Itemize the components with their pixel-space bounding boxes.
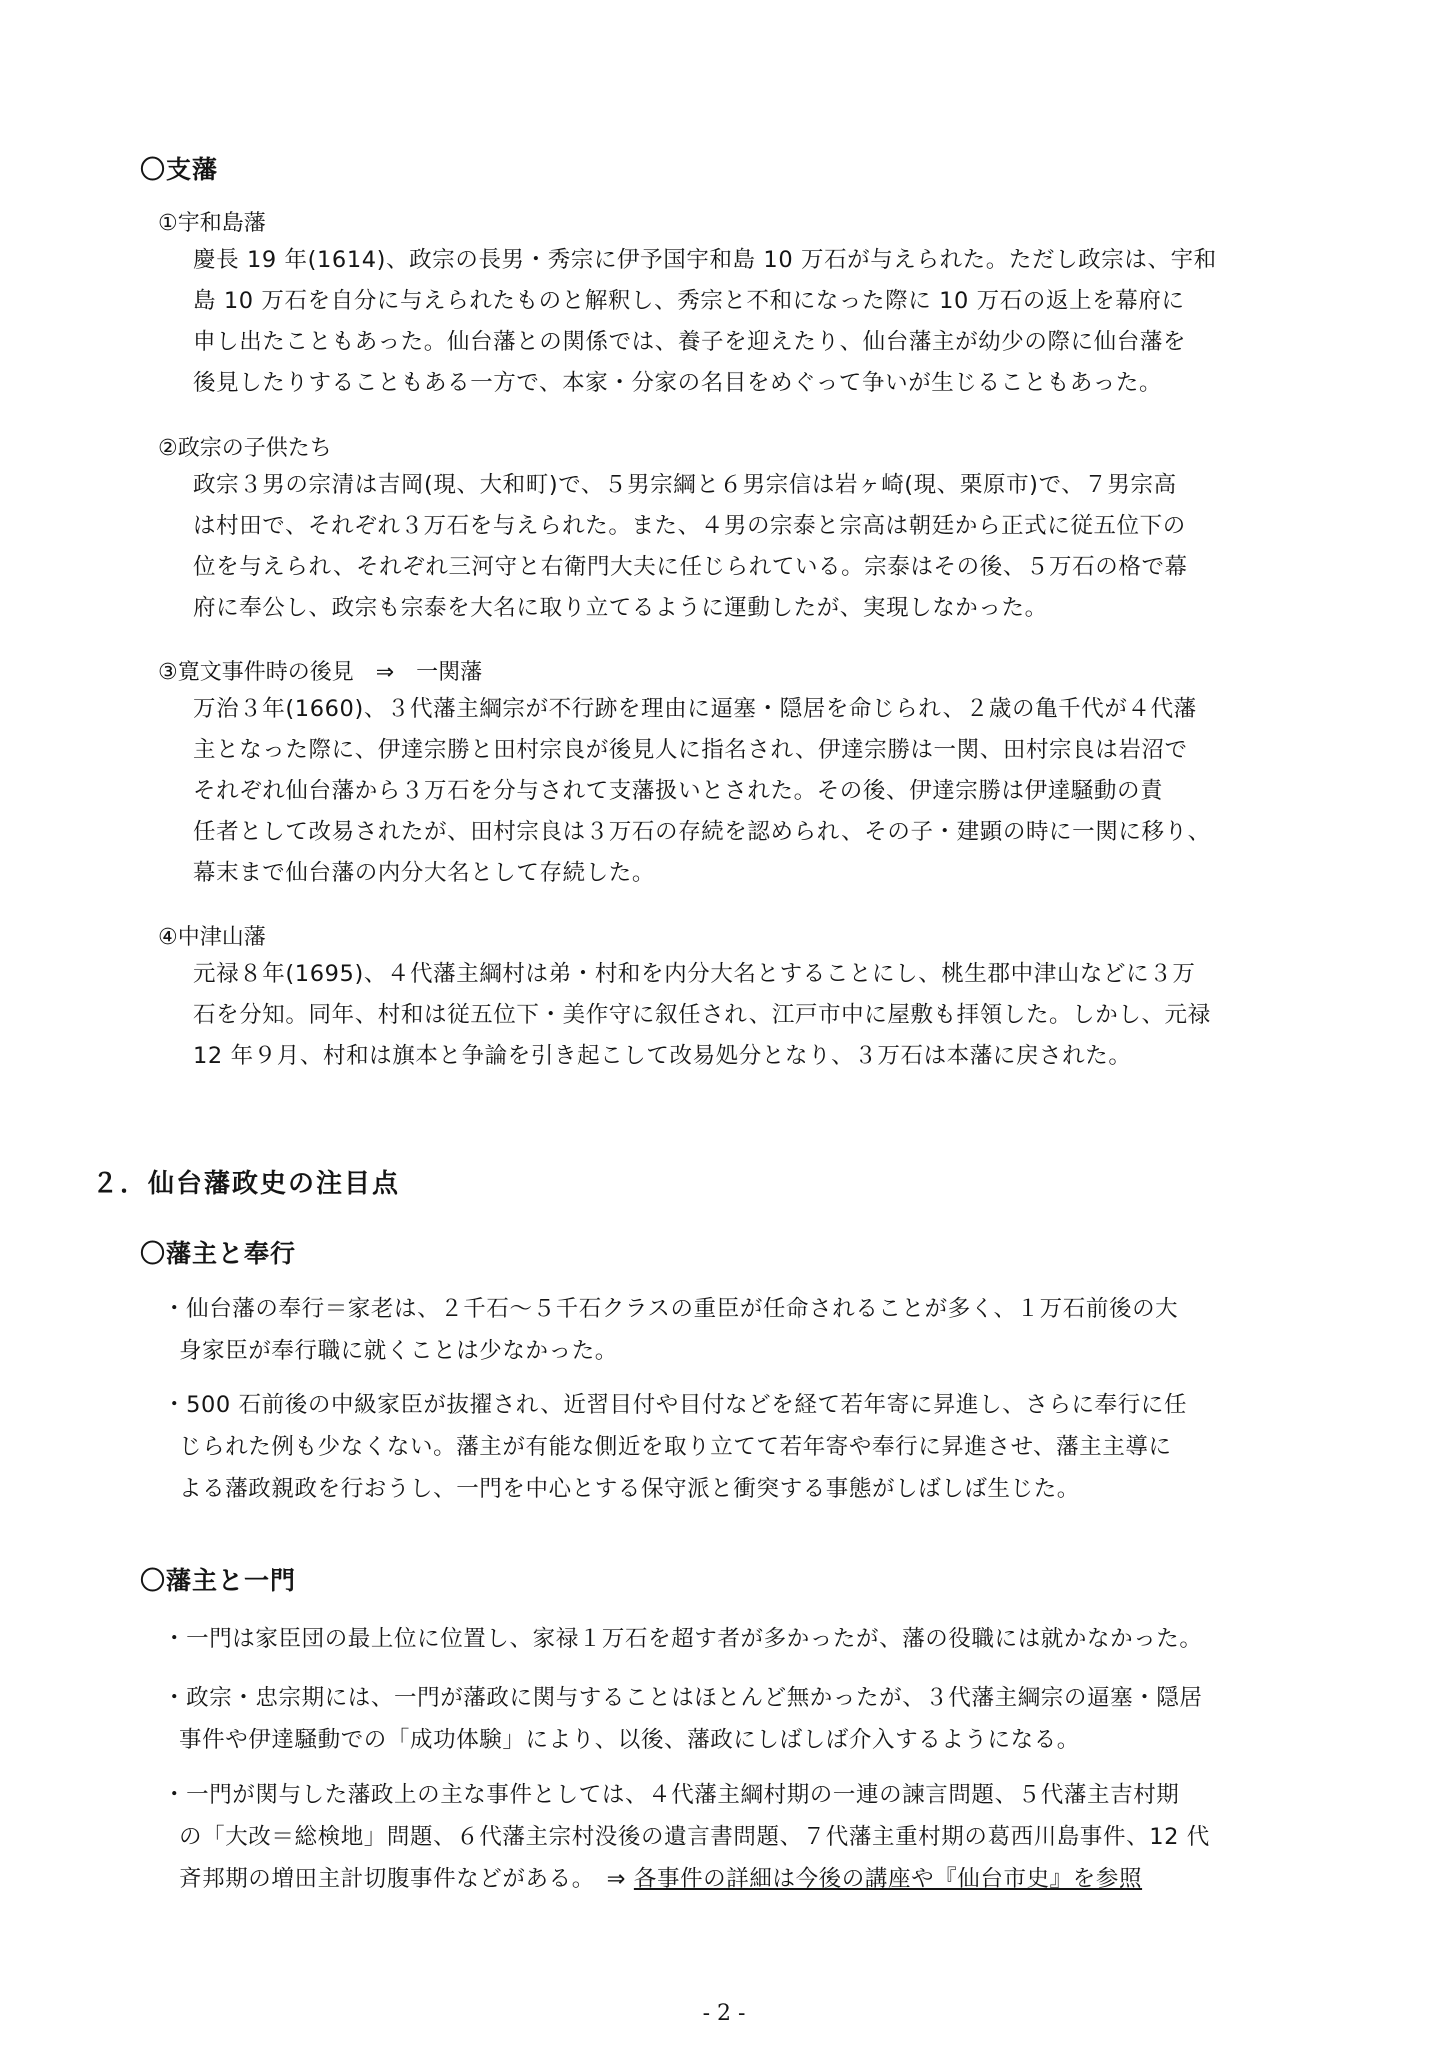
- text-line: 主となった際に、伊達宗勝と田村宗良が後見人に指名され、伊達宗勝は一関、田村宗良は岩沼で: [193, 737, 1188, 763]
- text-line: の「大改＝総検地」問題、６代藩主宗村没後の遺言書問題、７代藩主重村期の葛西川島事件、12 代: [179, 1824, 1210, 1850]
- text-line: 幕末まで仙台藩の内分大名として存続した。: [193, 860, 656, 886]
- text-line: じられた例も少なくない。藩主が有能な側近を取り立てて若年寄や奉行に昇進させ、藩主主導に: [179, 1434, 1172, 1460]
- text-line: 島 10 万石を自分に与えられたものと解釈し、秀宗と不和になった際に 10 万石の返上を幕府に: [193, 288, 1185, 314]
- text-line: ・政宗・忠宗期には、一門が藩政に関与することはほとんど無かったが、３代藩主綱宗の逼塞・隠居: [163, 1685, 1203, 1711]
- text-line: 万治３年(1660)、３代藩主綱宗が不行跡を理由に逼塞・隠居を命じられ、２歳の亀千代が４代藩: [193, 696, 1197, 722]
- text-line: は村田で、それぞれ３万石を与えられた。また、４男の宗泰と宗高は朝廷から正式に従五位下の: [193, 513, 1186, 539]
- text-line: 後見したりすることもある一方で、本家・分家の名目をめぐって争いが生じることもあった。: [193, 370, 1163, 396]
- text-line: 位を与えられ、それぞれ三河守と右衛門大夫に任じられている。宗泰はその後、５万石の格で幕: [193, 554, 1188, 580]
- text-line: 12 年９月、村和は旗本と争論を引き起こして改易処分となり、３万石は本藩に戻された。: [193, 1043, 1132, 1069]
- bullet-item: [163, 1288, 1303, 1372]
- text-line: 申し出たこともあった。仙台藩との関係では、養子を迎えたり、仙台藩主が幼少の際に仙台藩を: [193, 329, 1187, 355]
- subheading-uwajima: ①宇和島藩: [158, 211, 266, 236]
- page-number: - 2 -: [702, 2001, 746, 2026]
- text-line: ・一門が関与した藩政上の主な事件としては、４代藩主綱村期の一連の諫言問題、５代藩主吉村期: [163, 1782, 1180, 1808]
- text-line: 事件や伊達騒動での「成功体験」により、以後、藩政にしばしば介入するようになる。: [179, 1727, 1080, 1753]
- text-line: ・仙台藩の奉行＝家老は、２千石～５千石クラスの重臣が任命されることが多く、１万石前後の大: [163, 1296, 1179, 1322]
- text-line: 任者として改易されたが、田村宗良は３万石の存続を認められ、その子・建顕の時に一関に移り、: [193, 819, 1211, 845]
- section-heading-ichimon: 〇藩主と一門: [140, 1566, 297, 1595]
- section-heading-bugyo: 〇藩主と奉行: [140, 1239, 297, 1268]
- reference-note: 各事件の詳細は今後の講座や『仙台市史』を参照: [633, 1866, 1143, 1892]
- text-line: 石を分知。同年、村和は従五位下・美作守に叙任され、江戸市中に屋敷も拝領した。しかし、元禄: [193, 1002, 1211, 1028]
- subheading-nakatsuyama: ④中津山藩: [158, 925, 266, 950]
- paragraph-uwajima: [193, 240, 1293, 404]
- subheading-children: ②政宗の子供たち: [158, 436, 332, 461]
- bullet-item: [163, 1618, 1303, 1660]
- bullet-item: [163, 1677, 1303, 1761]
- text-line: 政宗３男の宗清は吉岡(現、大和町)で、５男宗綱と６男宗信は岩ヶ崎(現、栗原市)で、７男宗高: [193, 472, 1177, 498]
- paragraph-kanbun: [193, 689, 1293, 894]
- text-line: [163, 1858, 1303, 1900]
- text-line: ・一門は家臣団の最上位に位置し、家禄１万石を超す者が多かったが、藩の役職には就かなかった。: [163, 1626, 1203, 1652]
- text-line: ・500 石前後の中級家臣が抜擢され、近習目付や目付などを経て若年寄に昇進し、さらに奉行に任: [163, 1392, 1188, 1418]
- chapter-heading: ２．仙台藩政史の注目点: [92, 1169, 401, 1199]
- text-line: それぞれ仙台藩から３万石を分与されて支藩扱いとされた。その後、伊達宗勝は伊達騒動の責: [193, 778, 1164, 804]
- paragraph-children: [193, 465, 1293, 629]
- text-line: 府に奉公し、政宗も宗泰を大名に取り立てるように運動したが、実現しなかった。: [193, 595, 1048, 621]
- text-line: よる藩政親政を行おうし、一門を中心とする保守派と衝突する事態がしばしば生じた。: [179, 1476, 1080, 1502]
- text-segment: 斉邦期の増田主計切腹事件などがある。 ⇒: [179, 1866, 627, 1892]
- text-line: 身家臣が奉行職に就くことは少なかった。: [179, 1338, 618, 1364]
- paragraph-nakatsuyama: [193, 954, 1293, 1077]
- subheading-kanbun: ③寛文事件時の後見 ⇒ 一関藩: [158, 660, 483, 685]
- text-line: 元禄８年(1695)、４代藩主綱村は弟・村和を内分大名とすることにし、桃生郡中津山などに３万: [193, 961, 1196, 987]
- bullet-item: [163, 1384, 1303, 1510]
- text-line: 慶長 19 年(1614)、政宗の長男・秀宗に伊予国宇和島 10 万石が与えられた。ただし政宗は、宇和: [193, 247, 1217, 273]
- section-heading-shihan: 〇支藩: [140, 155, 219, 184]
- bullet-item: [163, 1774, 1303, 1900]
